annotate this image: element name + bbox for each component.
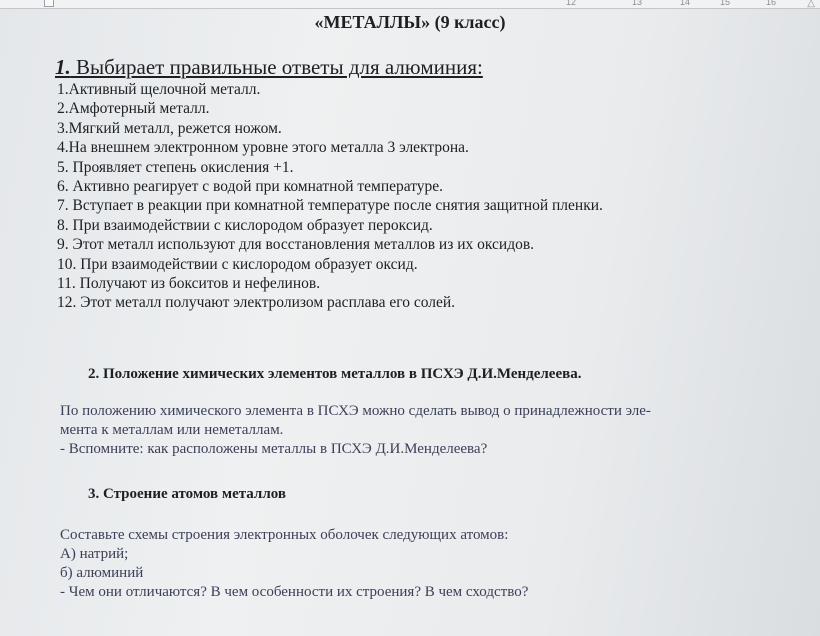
list-item: 2.Амфотерный металл. (57, 100, 210, 118)
paragraph-line: б) алюминий (60, 565, 144, 581)
ruler-tick: 13 (632, 0, 643, 7)
list-item: 5. Проявляет степень окисления +1. (57, 158, 294, 176)
paragraph-line: мента к металлам или неметаллам. (60, 422, 284, 438)
list-item: 10. При взаимодействии с кислородом образует оксид. (57, 255, 418, 273)
ruler-tick: 14 (680, 0, 691, 7)
section-3-heading: 3. Строение атомов металлов (88, 486, 286, 502)
ruler-tick: 12 (566, 0, 577, 7)
list-item: 8. При взаимодействии с кислородом образует пероксид. (57, 216, 433, 234)
right-indent-marker-icon[interactable]: △ (807, 0, 815, 9)
ruler-tick: 16 (766, 0, 777, 7)
list-item: 4.На внешнем электронном уровне этого металла 3 электрона. (57, 139, 469, 157)
section-2-paragraph (60, 402, 651, 459)
paragraph-line: А) натрий; (60, 546, 129, 562)
list-item: 11. Получают из бокситов и нефелинов. (57, 275, 321, 293)
list-item: 1.Активный щелочной металл. (57, 81, 261, 98)
paragraph-line: - Чем они отличаются? В чем особенности их строения? В чем сходство? (60, 584, 529, 600)
section-3-paragraph (60, 526, 528, 602)
list-item: 3.Мягкий металл, режется ножом. (57, 119, 282, 137)
question-1-heading (55, 55, 483, 80)
list-item: 9. Этот металл используют для восстановления металлов из их оксидов. (57, 236, 535, 254)
paragraph-line: По положению химического элемента в ПСХЭ можно сделать вывод о принадлежности эле- (60, 403, 651, 419)
ruler-corner-marker[interactable] (44, 0, 54, 7)
ruler-tick: 15 (720, 0, 731, 7)
section-2-heading: 2. Положение химических элементов металлов в ПСХЭ Д.И.Менделеева. (88, 366, 582, 382)
answer-options-list (57, 80, 603, 313)
list-item: 6. Активно реагирует с водой при комнатной температуре. (57, 178, 444, 196)
list-item: 7. Вступает в реакции при комнатной температуре после снятия защитной пленки. (57, 197, 603, 215)
question-1-text: Выбирает правильные ответы для алюминия: (70, 55, 483, 79)
horizontal-ruler[interactable] (0, 0, 820, 9)
paragraph-line: Составьте схемы строения электронных оболочек следующих атомов: (60, 527, 509, 543)
paragraph-line: - Вспомните: как расположены металлы в ПСХЭ Д.И.Менделеева? (60, 441, 488, 457)
list-item: 12. Этот металл получают электролизом расплава его солей. (57, 294, 456, 312)
question-1-number: 1. (55, 55, 71, 79)
document-title: «МЕТАЛЛЫ» (9 класс) (314, 12, 506, 32)
